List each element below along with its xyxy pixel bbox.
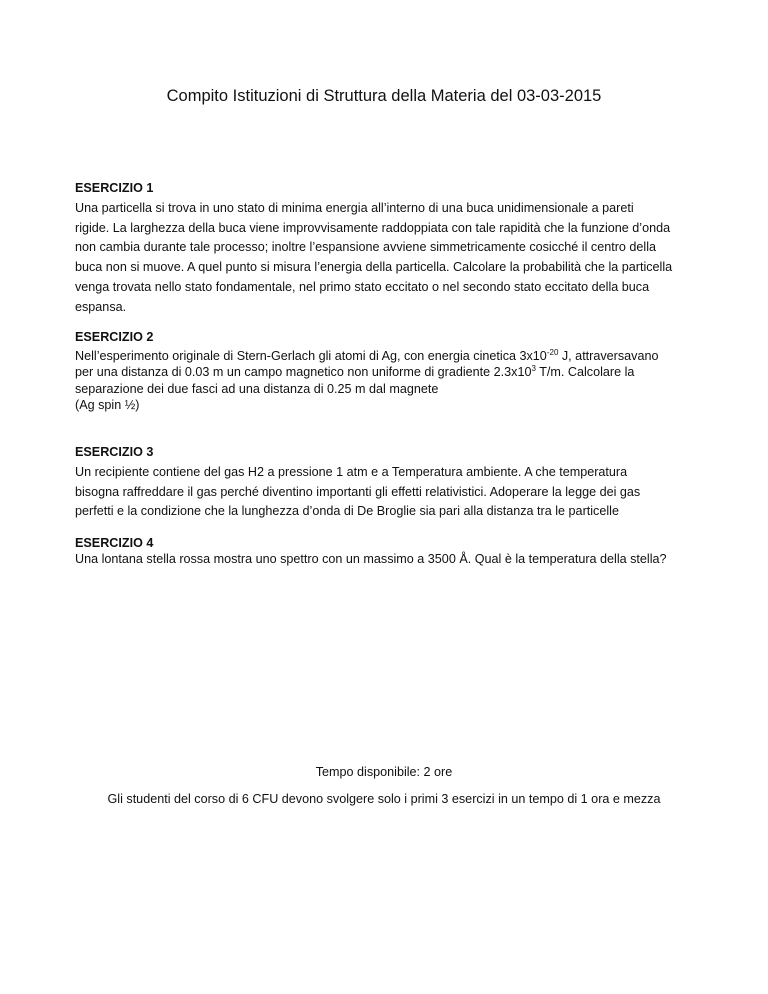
exercise-2-line-text: per una distanza di 0.03 m un campo magnetico non uniforme di gradiente 2.3x10 bbox=[75, 365, 532, 380]
exercise-1-line: venga trovata nello stato fondamentale, nel primo stato eccitato o nel secondo stato eccitato della buca bbox=[75, 279, 650, 294]
exercise-2-heading: ESERCIZIO 2 bbox=[75, 330, 154, 344]
exercise-4-text bbox=[75, 551, 700, 567]
time-available: Tempo disponibile: 2 ore bbox=[315, 765, 453, 779]
exercise-4-line: Una lontana stella rossa mostra uno spettro con un massimo a 3500 Å. Qual è la temperatura della stella? bbox=[75, 552, 667, 566]
exercise-2-line bbox=[75, 364, 700, 381]
exercise-1-heading: ESERCIZIO 1 bbox=[75, 181, 154, 195]
exercise-1-line: buca non si muove. A quel punto si misura l’energia della particella. Calcolare la probabilità che la particella bbox=[75, 260, 673, 275]
exercise-3-heading: ESERCIZIO 3 bbox=[75, 445, 154, 459]
exercise-4 bbox=[75, 535, 700, 567]
exercise-2-line bbox=[75, 348, 700, 365]
exercise-2-line: (Ag spin ½) bbox=[75, 398, 140, 413]
cfu-note: Gli studenti del corso di 6 CFU devono svolgere solo i primi 3 esercizi in un tempo di 1 ora e mezza bbox=[107, 792, 661, 806]
exercise-2-text bbox=[75, 348, 700, 414]
exercise-3 bbox=[75, 443, 700, 522]
exercise-2-line-text: T/m. Calcolare la bbox=[535, 365, 635, 380]
page-title: Compito Istituzioni di Struttura della Materia del 03-03-2015 bbox=[166, 87, 602, 105]
exercise-2-line: separazione dei due fasci ad una distanza di 0.25 m dal magnete bbox=[75, 381, 439, 396]
exercise-1 bbox=[75, 179, 700, 318]
exercise-3-line: Un recipiente contiene del gas H2 a pressione 1 atm e a Temperatura ambiente. A che temperatura bbox=[75, 464, 628, 479]
exercise-1-line: non cambia durante tale processo; inoltre l’espansione avviene simmetricamente cosicché il centro della bbox=[75, 240, 657, 255]
exponent: -20 bbox=[546, 347, 559, 357]
exercise-1-line: rigide. La larghezza della buca viene improvvisamente raddoppiata con tale rapidità che la funzione d’onda bbox=[75, 220, 671, 235]
exercise-4-heading: ESERCIZIO 4 bbox=[75, 536, 154, 550]
exercise-1-line: Una particella si trova in uno stato di minima energia all’interno di una buca unidimensionale a pareti bbox=[75, 200, 634, 215]
exercise-2 bbox=[75, 328, 700, 414]
exercise-1-text bbox=[75, 199, 700, 318]
exercise-3-text bbox=[75, 463, 700, 522]
exercise-1-line: espansa. bbox=[75, 299, 127, 314]
exercise-2-line-text: J, attraversavano bbox=[558, 348, 659, 363]
exercise-3-line: bisogna raffreddare il gas perché diventino importanti gli effetti relativistici. Adoperare la legge dei gas bbox=[75, 484, 641, 499]
exercise-2-line-text: Nell’esperimento originale di Stern-Gerlach gli atomi di Ag, con energia cinetica 3x10 bbox=[75, 348, 547, 363]
exponent: 3 bbox=[531, 364, 536, 374]
exercise-3-line: perfetti e la condizione che la lunghezza d’onda di De Broglie sia pari alla distanza tra le particelle bbox=[75, 504, 619, 519]
